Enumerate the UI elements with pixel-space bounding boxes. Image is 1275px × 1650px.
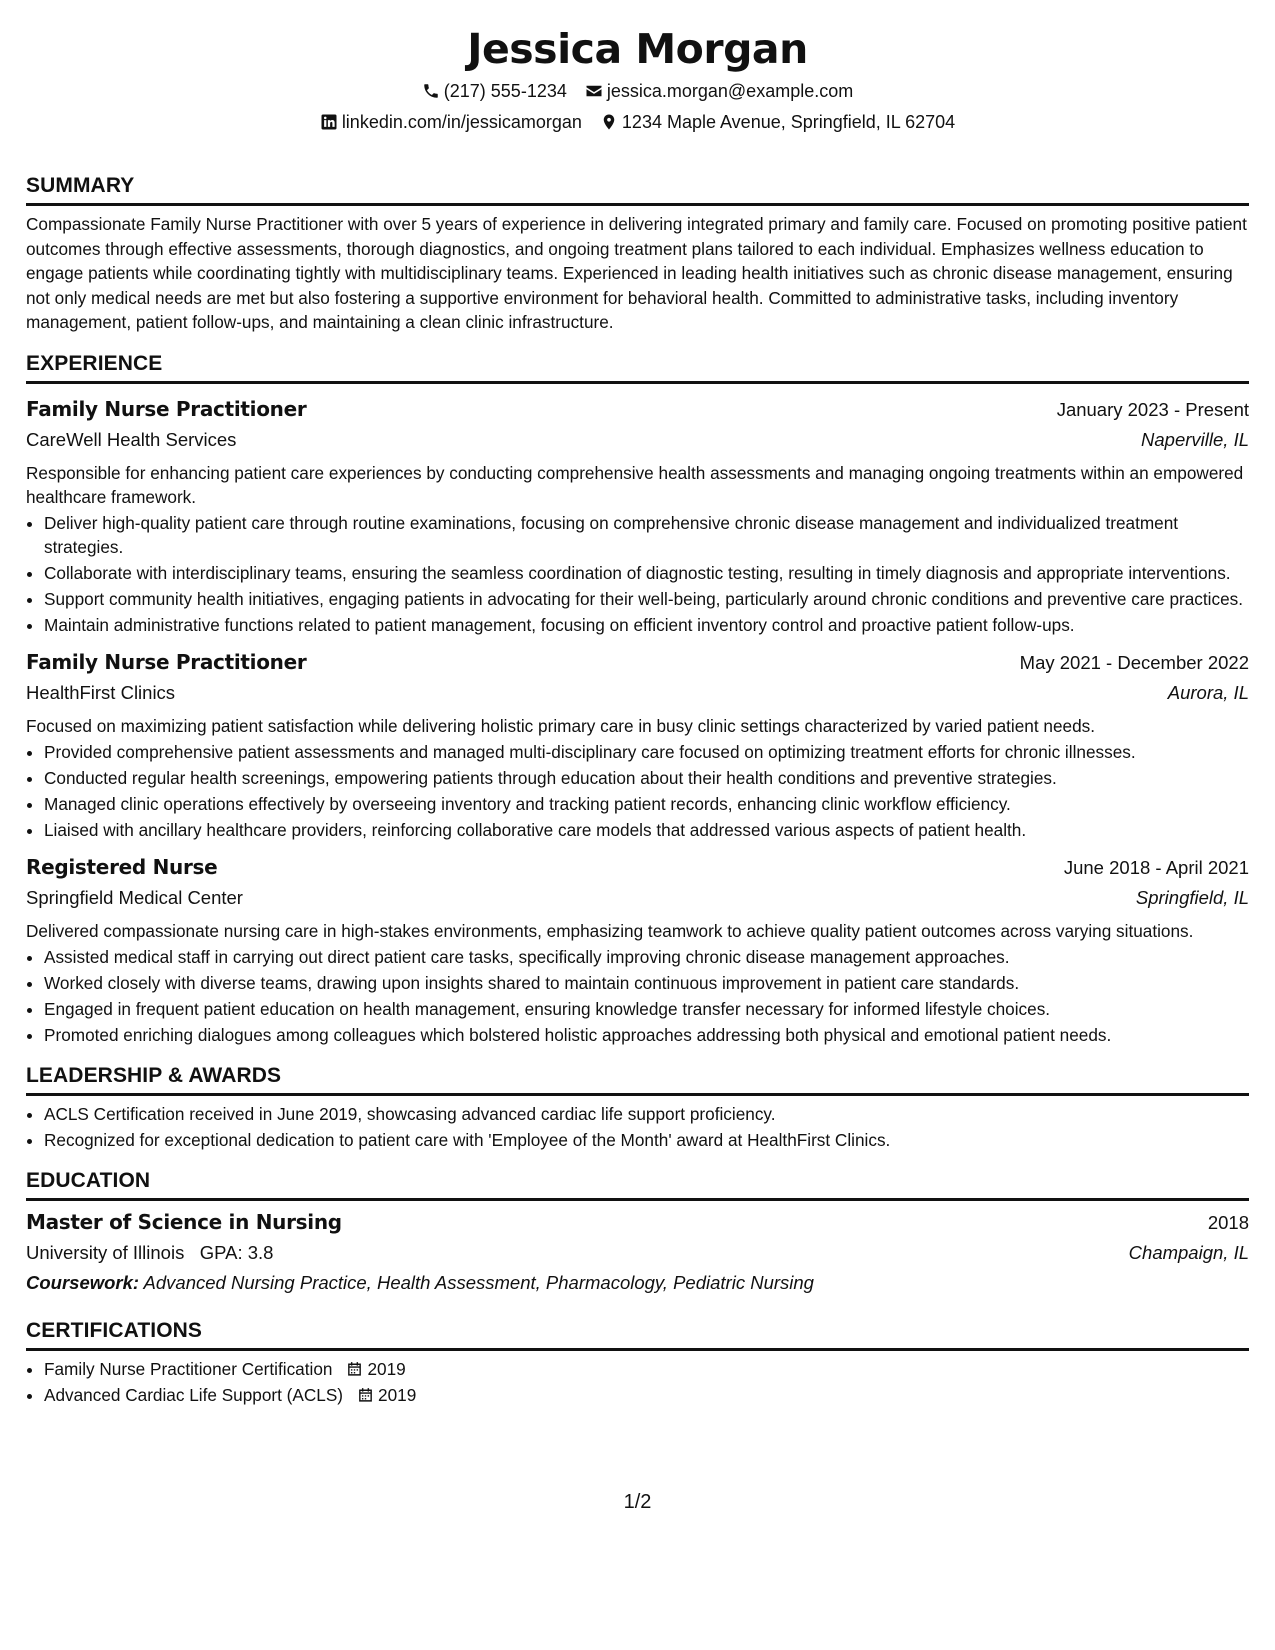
list-item: • ACLS Certification received in June 2019, showcasing advanced cardiac life support proficiency.: [44, 1102, 1249, 1126]
resume-header: [26, 0, 1249, 133]
job-description: Responsible for enhancing patient care experiences by conducting comprehensive health assessments and managing ongoing treatments within an empowered healthcare framework.: [26, 462, 1244, 507]
list-item: • Conducted regular health screenings, empowering patients through education about their health conditions and preventive strategies.: [44, 766, 1249, 790]
contact-row-1: [26, 80, 1249, 102]
list-item: • Maintain administrative functions related to patient management, focusing on efficient inventory control and proactive patient follow-ups.: [44, 613, 1249, 637]
job-location: Aurora, IL: [1167, 681, 1249, 703]
certification-year: 2019: [378, 1384, 417, 1405]
job-bullets: [26, 740, 1249, 842]
list-item: • Deliver high-quality patient care through routine examinations, focusing on comprehensive chronic disease management and individualized treatment strategies.: [44, 511, 1249, 559]
list-item: • Recognized for exceptional dedication to patient care with 'Employee of the Month' award at HealthFirst Clinics.: [44, 1128, 1249, 1152]
linkedin-icon: [320, 113, 338, 131]
candidate-name: Jessica Morgan: [467, 25, 808, 73]
job-location: Springfield, IL: [1135, 886, 1249, 908]
experience-entry: [26, 852, 1249, 1047]
coursework-label: Coursework:: [26, 1271, 140, 1293]
linkedin-contact[interactable]: [320, 111, 582, 133]
education-heading: EDUCATION: [26, 1158, 1249, 1201]
calendar-icon: [357, 1386, 374, 1403]
list-item: • Worked closely with diverse teams, drawing upon insights shared to maintain continuous improvement in patient care standards.: [44, 971, 1249, 995]
list-item: • Collaborate with interdisciplinary teams, ensuring the seamless coordination of diagnostic testing, resulting in timely diagnosis and appropriate interventions.: [44, 561, 1249, 585]
coursework: [26, 1268, 1249, 1298]
job-description: Delivered compassionate nursing care in high-stakes environments, emphasizing teamwork to achieve quality patient outcomes across varying situations.: [26, 920, 1194, 941]
job-location: Naperville, IL: [1141, 428, 1249, 450]
job-title: Family Nurse Practitioner: [26, 649, 307, 674]
envelope-icon: [585, 82, 603, 100]
location-pin-icon: [600, 113, 618, 131]
contact-row-2: [26, 111, 1249, 133]
certification-list: [26, 1357, 1249, 1407]
list-item: • Promoted enriching dialogues among colleagues which bolstered holistic approaches addressing both physical and emotional patient needs.: [44, 1023, 1249, 1047]
certification-year: 2019: [367, 1358, 406, 1379]
email-contact[interactable]: [585, 80, 853, 102]
job-description: Focused on maximizing patient satisfaction while delivering holistic primary care in busy clinic settings characterized by varied patient needs.: [26, 715, 1095, 736]
experience-entry: [26, 647, 1249, 842]
phone-text: (217) 555-1234: [443, 81, 567, 101]
calendar-icon: [346, 1360, 363, 1377]
certification-name: • Family Nurse Practitioner Certification: [44, 1358, 333, 1379]
education-section: [26, 1158, 1249, 1298]
employer: HealthFirst Clinics: [26, 681, 176, 703]
coursework-list: Advanced Nursing Practice, Health Assessment, Pharmacology, Pediatric Nursing: [143, 1271, 814, 1293]
school-and-gpa: [26, 1238, 273, 1268]
job-dates: May 2021 - December 2022: [1019, 651, 1249, 673]
employer: CareWell Health Services: [26, 428, 237, 450]
certification-name: • Advanced Cardiac Life Support (ACLS): [44, 1384, 344, 1405]
summary-heading: SUMMARY: [26, 163, 1249, 206]
list-item: [44, 1357, 1249, 1381]
phone-icon: [422, 82, 440, 100]
school-location: Champaign, IL: [1128, 1241, 1249, 1263]
address-text: 1234 Maple Avenue, Springfield, IL 62704: [621, 112, 956, 132]
graduation-year: 2018: [1207, 1211, 1249, 1233]
leadership-heading: LEADERSHIP & AWARDS: [26, 1053, 1249, 1096]
email-text: jessica.morgan@example.com: [606, 81, 854, 101]
experience-heading: EXPERIENCE: [26, 341, 1249, 384]
list-item: • Managed clinic operations effectively by overseeing inventory and tracking patient records, enhancing clinic workflow efficiency.: [44, 792, 1249, 816]
linkedin-text: linkedin.com/in/jessicamorgan: [341, 112, 582, 132]
job-bullets: [26, 511, 1249, 637]
list-item: • Liaised with ancillary healthcare providers, reinforcing collaborative care models that addressed various aspects of patient health.: [44, 818, 1249, 842]
job-dates: January 2023 - Present: [1056, 398, 1249, 420]
job-title: Registered Nurse: [26, 854, 218, 879]
list-item: • Assisted medical staff in carrying out direct patient care tasks, specifically improving chronic disease management approaches.: [44, 945, 1249, 969]
employer: Springfield Medical Center: [26, 886, 243, 908]
summary-section: [26, 163, 1249, 335]
list-item: [44, 1383, 1249, 1407]
certifications-section: [26, 1308, 1249, 1407]
address-contact: [600, 111, 955, 133]
list-item: • Support community health initiatives, engaging patients in advocating for their well-being, particularly around chronic conditions and preventive care practices.: [44, 587, 1249, 611]
degree: Master of Science in Nursing: [26, 1209, 342, 1234]
list-item: • Engaged in frequent patient education on health management, ensuring knowledge transfer necessary for informed lifestyle choices.: [44, 997, 1249, 1021]
leadership-section: [26, 1053, 1249, 1152]
resume-page: [26, 0, 1249, 1407]
page-number: 1/2: [623, 1491, 652, 1513]
experience-section: [26, 341, 1249, 1047]
job-dates: June 2018 - April 2021: [1063, 856, 1249, 878]
job-bullets: [26, 945, 1249, 1047]
gpa: GPA: 3.8: [199, 1241, 274, 1263]
summary-text: Compassionate Family Nurse Practitioner with over 5 years of experience in delivering integrated primary and family care. Focused on promoting positive patient outcomes through effective assessments, thorough diagnostics, and ongoing treatment plans tailored to each individual. Emphasizes wellness education to engage patients while coordinating tightly with multidisciplinary teams. Experienced in leading health initiatives such as chronic disease management, ensuring not only medical needs are met but also fostering a supportive environment for behavioral health. Committed to administrative tasks, including inventory management, patient follow-ups, and maintaining a clean clinic infrastructure.: [26, 214, 1247, 333]
leadership-bullets: [26, 1102, 1249, 1152]
education-entry: [26, 1207, 1249, 1298]
list-item: • Provided comprehensive patient assessments and managed multi-disciplinary care focused on optimizing treatment efforts for chronic illnesses.: [44, 740, 1249, 764]
certifications-heading: CERTIFICATIONS: [26, 1308, 1249, 1351]
phone-contact[interactable]: [422, 80, 567, 102]
job-title: Family Nurse Practitioner: [26, 396, 307, 421]
school: University of Illinois: [26, 1241, 185, 1263]
experience-entry: [26, 394, 1249, 637]
